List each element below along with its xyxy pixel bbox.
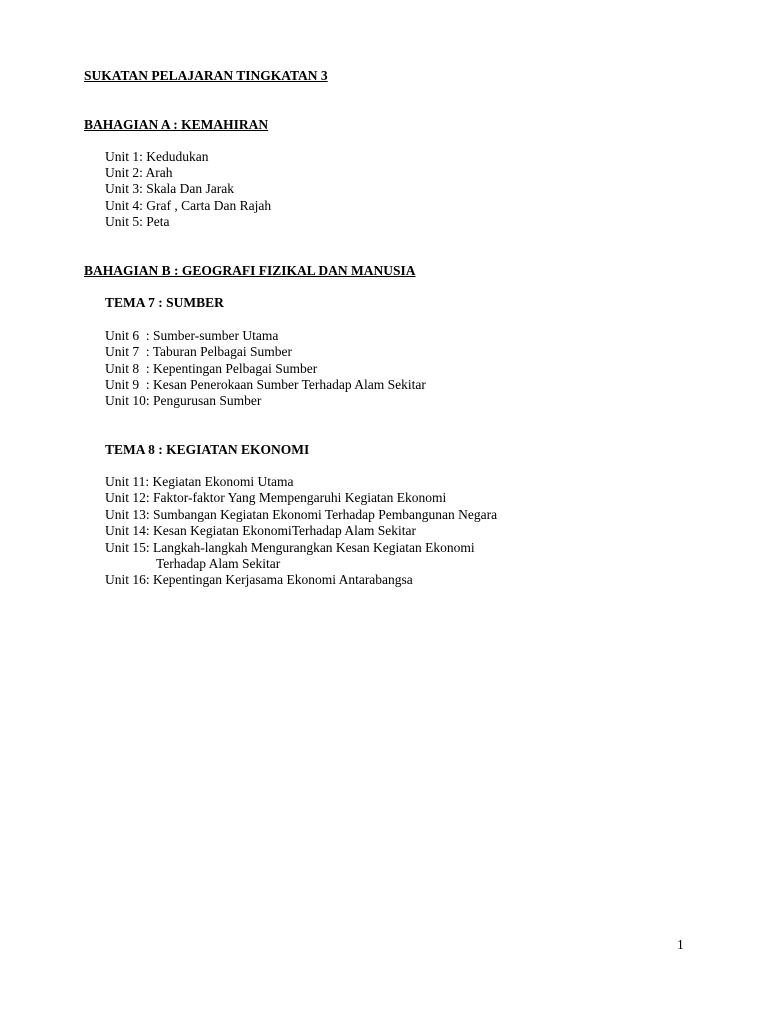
- list-item: Unit 13: Sumbangan Kegiatan Ekonomi Terhadap Pembangunan Negara: [105, 507, 498, 522]
- list-item: Unit 15: Langkah-langkah Mengurangkan Kesan Kegiatan Ekonomi: [105, 540, 475, 555]
- list-item: Unit 6 : Sumber-sumber Utama: [105, 328, 279, 343]
- list-item: Unit 10: Pengurusan Sumber: [105, 393, 262, 408]
- tema-7-title: TEMA 7 : SUMBER: [105, 295, 224, 310]
- list-item-continuation: Terhadap Alam Sekitar: [156, 556, 281, 571]
- list-item: Unit 5: Peta: [105, 214, 170, 229]
- list-item: Unit 7 : Taburan Pelbagai Sumber: [105, 344, 293, 359]
- section-b-heading: BAHAGIAN B : GEOGRAFI FIZIKAL DAN MANUSIA: [84, 263, 416, 278]
- list-item: Unit 14: Kesan Kegiatan EkonomiTerhadap Alam Sekitar: [105, 523, 416, 538]
- list-item: Unit 8 : Kepentingan Pelbagai Sumber: [105, 361, 318, 376]
- list-item: Unit 16: Kepentingan Kerjasama Ekonomi Antarabangsa: [105, 572, 413, 587]
- list-item: Unit 11: Kegiatan Ekonomi Utama: [105, 474, 294, 489]
- list-item: Unit 2: Arah: [105, 165, 173, 180]
- list-item: Unit 4: Graf , Carta Dan Rajah: [105, 198, 272, 213]
- list-item: Unit 9 : Kesan Penerokaan Sumber Terhadap Alam Sekitar: [105, 377, 426, 392]
- list-item: Unit 1: Kedudukan: [105, 149, 209, 164]
- document-title: SUKATAN PELAJARAN TINGKATAN 3: [84, 68, 328, 83]
- list-item: Unit 12: Faktor-faktor Yang Mempengaruhi Kegiatan Ekonomi: [105, 490, 447, 505]
- section-a-heading: BAHAGIAN A : KEMAHIRAN: [84, 117, 269, 132]
- page-number: 1: [677, 937, 684, 952]
- list-item: Unit 3: Skala Dan Jarak: [105, 181, 234, 196]
- tema-8-title: TEMA 8 : KEGIATAN EKONOMI: [105, 442, 310, 457]
